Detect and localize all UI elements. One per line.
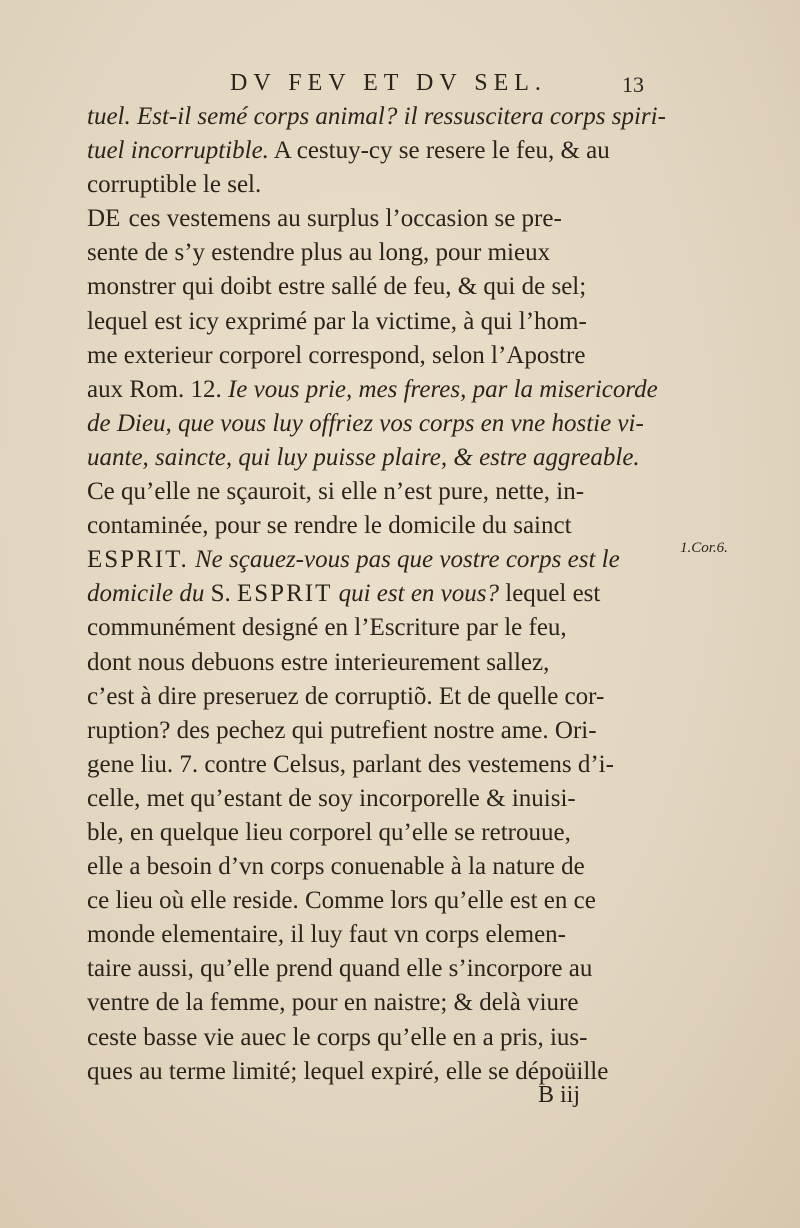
text-line <box>87 305 677 339</box>
body-text <box>87 100 677 1089</box>
text-segment: Ne sçauez-vous pas que vostre corps est le <box>188 546 620 574</box>
text-line <box>87 168 677 202</box>
text-line <box>87 986 677 1020</box>
text-segment: ventre de la femme, pour en naistre; & delà viure <box>87 989 579 1017</box>
text-segment: ceste basse vie auec le corps qu’elle en a pris, ius- <box>87 1023 588 1051</box>
text-segment: communément designé en l’Escriture par le feu, <box>87 614 567 642</box>
text-segment: S. <box>204 580 237 608</box>
margin-note: 1.Cor.6. <box>680 540 728 556</box>
text-line <box>87 918 677 952</box>
text-segment: corruptible le sel. <box>87 171 262 199</box>
page-number: 13 <box>622 72 644 97</box>
text-segment: ble, en quelque lieu corporel qu’elle se retrouue, <box>87 818 571 846</box>
signature-mark: B iij <box>538 1082 581 1108</box>
text-line <box>87 952 677 986</box>
text-line <box>87 202 677 236</box>
text-segment: contaminée, pour se rendre le domicile du sainct <box>87 512 572 540</box>
text-line <box>87 1055 677 1089</box>
text-segment: gene liu. 7. contre Celsus, parlant des vestemens d’i- <box>87 750 614 778</box>
text-segment: ruption? des pechez qui putrefient nostre ame. Ori- <box>87 716 597 744</box>
text-segment: lequel est <box>499 580 601 608</box>
text-segment: ques au terme limité; lequel expiré, elle se dépoüille <box>87 1057 609 1085</box>
text-segment: celle, met qu’estant de soy incorporelle & inuisi- <box>87 784 576 812</box>
text-line <box>87 714 677 748</box>
text-line <box>87 884 677 918</box>
text-segment: de Dieu, que vous luy offriez vos corps en vne hostie vi- <box>87 409 644 437</box>
text-segment: uante, saincte, qui luy puisse plaire, & estre aggreable. <box>87 443 640 471</box>
text-segment: E <box>105 205 123 233</box>
text-line <box>87 270 677 304</box>
text-line <box>87 543 677 577</box>
text-line <box>87 441 677 475</box>
text-segment: dont nous debuons estre interieurement sallez, <box>87 648 550 676</box>
text-segment: elle a besoin d’vn corps conuenable à la nature de <box>87 853 585 881</box>
text-segment: taire aussi, qu’elle prend quand elle s’incorpore au <box>87 955 593 983</box>
text-segment: aux Rom. 12. <box>87 375 228 403</box>
text-line <box>87 475 677 509</box>
text-line <box>87 850 677 884</box>
text-segment: Ie vous prie, mes freres, par la misericorde <box>227 375 658 403</box>
text-segment: monstrer qui doibt estre sallé de feu, & qui de sel; <box>87 273 587 301</box>
text-segment: tuel. Est-il semé corps animal? il ressuscitera corps spiri- <box>87 103 666 130</box>
text-segment: lequel est icy exprimé par la victime, à qui l’hom- <box>87 307 587 335</box>
text-segment: sente de s’y estendre plus au long, pour mieux <box>87 239 551 267</box>
text-segment: ESPRIT <box>237 580 333 608</box>
text-segment: ESPRIT. <box>87 546 189 574</box>
text-line <box>87 373 677 407</box>
text-segment: c’est à dire preseruez de corruptiõ. Et de quelle cor- <box>87 682 605 710</box>
text-segment: ces vestemens au surplus l’occasion se pre- <box>122 205 562 233</box>
text-line <box>87 509 677 543</box>
text-segment: monde elementaire, il luy faut vn corps elemen- <box>87 921 566 949</box>
text-line <box>87 577 677 611</box>
text-line <box>87 748 677 782</box>
text-segment: tuel incorruptible. <box>87 137 269 165</box>
text-line <box>87 339 677 373</box>
text-line <box>87 782 677 816</box>
text-segment: Ce qu’elle ne sçauroit, si elle n’est pure, nette, in- <box>87 478 585 506</box>
text-line <box>87 680 677 714</box>
text-line <box>87 646 677 680</box>
text-line <box>87 407 677 441</box>
text-line <box>87 816 677 850</box>
text-segment: qui est en vous? <box>332 580 499 608</box>
text-segment: A cestuy-cy se resere le feu, & au <box>268 137 610 165</box>
text-line <box>87 134 677 168</box>
text-line <box>87 1021 677 1055</box>
text-segment: D <box>87 205 106 233</box>
running-title: DV FEV ET DV SEL. <box>230 70 547 96</box>
text-segment: ce lieu où elle reside. Comme lors qu’elle est en ce <box>87 887 596 915</box>
text-segment: me exterieur corporel correspond, selon l’Apostre <box>87 341 586 369</box>
text-line <box>87 236 677 270</box>
text-line <box>87 100 677 134</box>
text-line <box>87 611 677 645</box>
text-segment: domicile du <box>87 580 205 608</box>
